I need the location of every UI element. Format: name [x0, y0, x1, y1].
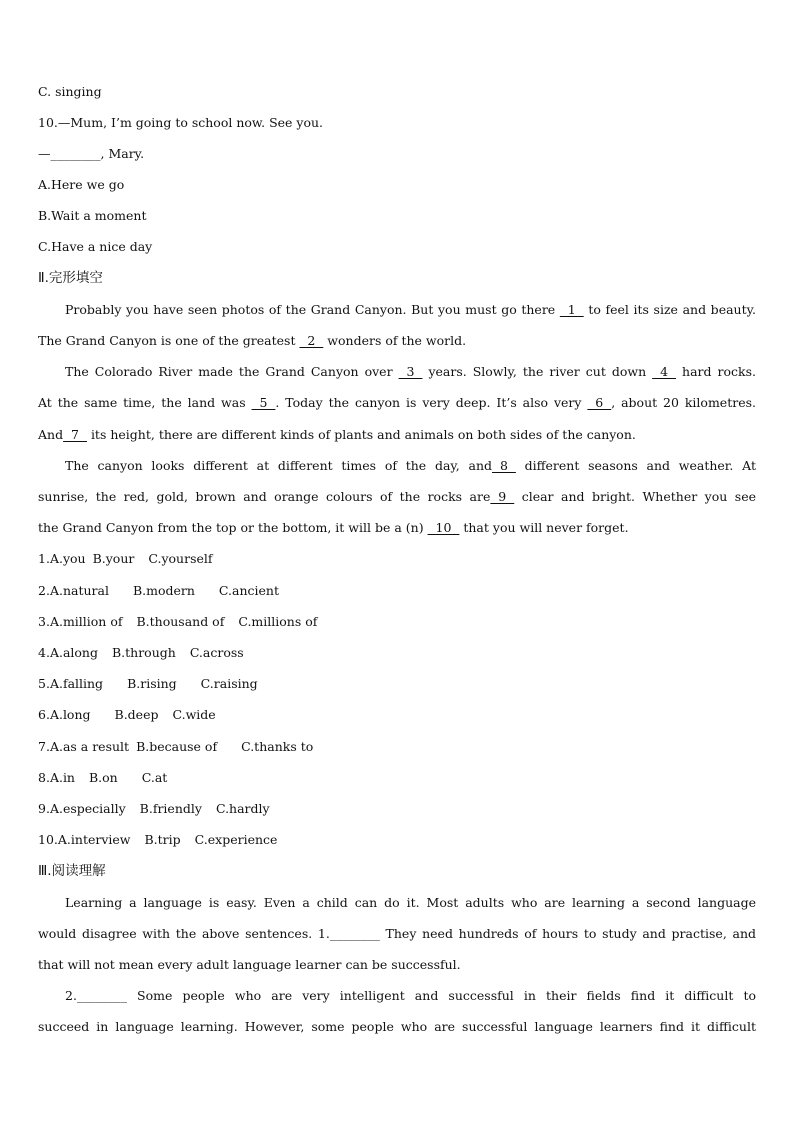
- reading-text: They need hundreds of hours to study and practise, and: [385, 926, 756, 941]
- cloze-text: different seasons and weather. At: [524, 458, 756, 473]
- option-b: B.on: [89, 770, 118, 785]
- option-c: C.raising: [200, 676, 258, 691]
- cloze-blank-10: 10: [427, 520, 460, 535]
- cloze-p1-line2: [38, 333, 466, 349]
- reading-text: Some people who are very intelligent and successful in their fields find it difficult to: [137, 988, 756, 1003]
- option-a: A.as a result: [49, 739, 130, 754]
- option-a: A.long: [49, 707, 91, 722]
- cloze-question: [38, 707, 216, 723]
- cloze-question: [38, 551, 213, 567]
- option-c: C.yourself: [148, 551, 213, 566]
- cloze-text: sunrise, the red, gold, brown and orange colours of the rocks are: [38, 489, 491, 504]
- option-a: A.you: [49, 551, 86, 566]
- cloze-blank-5: 5: [251, 395, 276, 410]
- cloze-p2-line2: [38, 395, 756, 411]
- cloze-text: Probably you have seen photos of the Grand Canyon. But you must go there: [65, 302, 556, 317]
- cloze-blank-4: 4: [652, 364, 677, 379]
- option-b: B.deep: [114, 707, 159, 722]
- cloze-text: , about 20 kilometres.: [611, 395, 756, 410]
- cloze-text: to feel its size and beauty.: [588, 302, 756, 317]
- option-b: B.your: [92, 551, 135, 566]
- q10-option-a: A.Here we go: [38, 177, 125, 192]
- cloze-question: [38, 739, 313, 755]
- question-number: 5.: [38, 676, 50, 691]
- q10-option-b: B.Wait a moment: [38, 208, 147, 223]
- cloze-text: wonders of the world.: [327, 333, 467, 348]
- option-b: B.because of: [136, 739, 218, 754]
- option-a: A.in: [49, 770, 75, 785]
- cloze-question: [38, 645, 244, 661]
- cloze-p3-line2: [38, 489, 756, 505]
- cloze-blank-8: 8: [492, 458, 516, 473]
- reading-p2-line1: [65, 988, 756, 1004]
- cloze-question: [38, 614, 317, 630]
- cloze-p1-line1: [65, 302, 756, 318]
- q10-reply-prefix: —: [38, 146, 51, 161]
- option-c: C.ancient: [218, 583, 279, 598]
- cloze-blank-6: 6: [587, 395, 612, 410]
- option-c: C.hardly: [215, 801, 270, 816]
- option-c: C.wide: [172, 707, 216, 722]
- reading-text: 2.: [65, 988, 77, 1003]
- cloze-blank-1: 1: [559, 302, 584, 317]
- reading-p1-line3: that will not mean every adult language learner can be successful.: [38, 957, 461, 972]
- cloze-question: [38, 676, 258, 692]
- option-c: C.millions of: [238, 614, 318, 629]
- question-number: 10.: [38, 832, 58, 847]
- cloze-text: The canyon looks different at different times of the day, and: [65, 458, 493, 473]
- cloze-blank-9: 9: [490, 489, 515, 504]
- question-number: 1.: [38, 551, 50, 566]
- option-b: B.trip: [144, 832, 181, 847]
- option-a: A.along: [49, 645, 98, 660]
- cloze-text: years. Slowly, the river cut down: [428, 364, 647, 379]
- reading-text: would disagree with the above sentences. 1.: [38, 926, 330, 941]
- q9-option-c: C. singing: [38, 84, 102, 99]
- q10-reply-blank: ________: [50, 146, 101, 161]
- cloze-p3-line1: [65, 458, 756, 474]
- cloze-text: clear and bright. Whether you see: [521, 489, 756, 504]
- cloze-question: [38, 770, 167, 786]
- cloze-question: [38, 832, 277, 848]
- question-number: 7.: [38, 739, 50, 754]
- section-reading-title: Ⅲ.阅读理解: [38, 863, 106, 879]
- q10-reply: [38, 146, 144, 162]
- question-number: 3.: [38, 614, 50, 629]
- cloze-text: . Today the canyon is very deep. It’s also very: [275, 395, 582, 410]
- option-a: A.interview: [57, 832, 131, 847]
- option-c: C.thanks to: [241, 739, 314, 754]
- cloze-text: At the same time, the land was: [38, 395, 246, 410]
- option-a: A.million of: [49, 614, 123, 629]
- option-c: C.at: [141, 770, 168, 785]
- cloze-text: The Colorado River made the Grand Canyon over: [65, 364, 393, 379]
- option-b: B.thousand of: [136, 614, 225, 629]
- cloze-text: its height, there are different kinds of plants and animals on both sides of the canyon.: [90, 427, 636, 442]
- reading-blank-1: ________: [329, 926, 380, 941]
- option-a: A.natural: [49, 583, 109, 598]
- reading-p2-line2: succeed in language learning. However, some people who are successful language learners find it difficult: [38, 1019, 756, 1034]
- q10-reply-suffix: , Mary.: [100, 146, 145, 161]
- option-b: B.through: [111, 645, 176, 660]
- section-cloze-title: Ⅱ.完形填空: [38, 270, 103, 286]
- cloze-blank-2: 2: [299, 333, 324, 348]
- cloze-blank-3: 3: [398, 364, 423, 379]
- option-a: A.falling: [49, 676, 104, 691]
- cloze-text: The Grand Canyon is one of the greatest: [38, 333, 296, 348]
- option-b: B.friendly: [139, 801, 202, 816]
- question-number: 2.: [38, 583, 50, 598]
- cloze-text: And: [38, 427, 64, 442]
- option-c: C.experience: [194, 832, 278, 847]
- option-b: B.modern: [132, 583, 195, 598]
- cloze-text: hard rocks.: [682, 364, 756, 379]
- option-b: B.rising: [127, 676, 177, 691]
- cloze-p2-line1: [65, 364, 756, 380]
- cloze-question: [38, 801, 270, 817]
- cloze-question: [38, 583, 279, 599]
- question-number: 6.: [38, 707, 50, 722]
- q10-option-c: C.Have a nice day: [38, 239, 153, 254]
- reading-p1-line1: Learning a language is easy. Even a child can do it. Most adults who are learning a second language: [65, 895, 756, 910]
- cloze-blank-7: 7: [63, 427, 87, 442]
- option-c: C.across: [189, 645, 244, 660]
- question-number: 9.: [38, 801, 50, 816]
- reading-p1-line2: [38, 926, 756, 942]
- cloze-text: that you will never forget.: [463, 520, 629, 535]
- reading-blank-2: ________: [76, 988, 127, 1003]
- cloze-p2-line3: [38, 427, 636, 443]
- option-a: A.especially: [49, 801, 126, 816]
- q10-prompt: 10.—Mum, I’m going to school now. See you.: [38, 115, 324, 130]
- question-number: 8.: [38, 770, 50, 785]
- question-number: 4.: [38, 645, 50, 660]
- cloze-p3-line3: [38, 520, 629, 536]
- cloze-text: the Grand Canyon from the top or the bottom, it will be a (n): [38, 520, 424, 535]
